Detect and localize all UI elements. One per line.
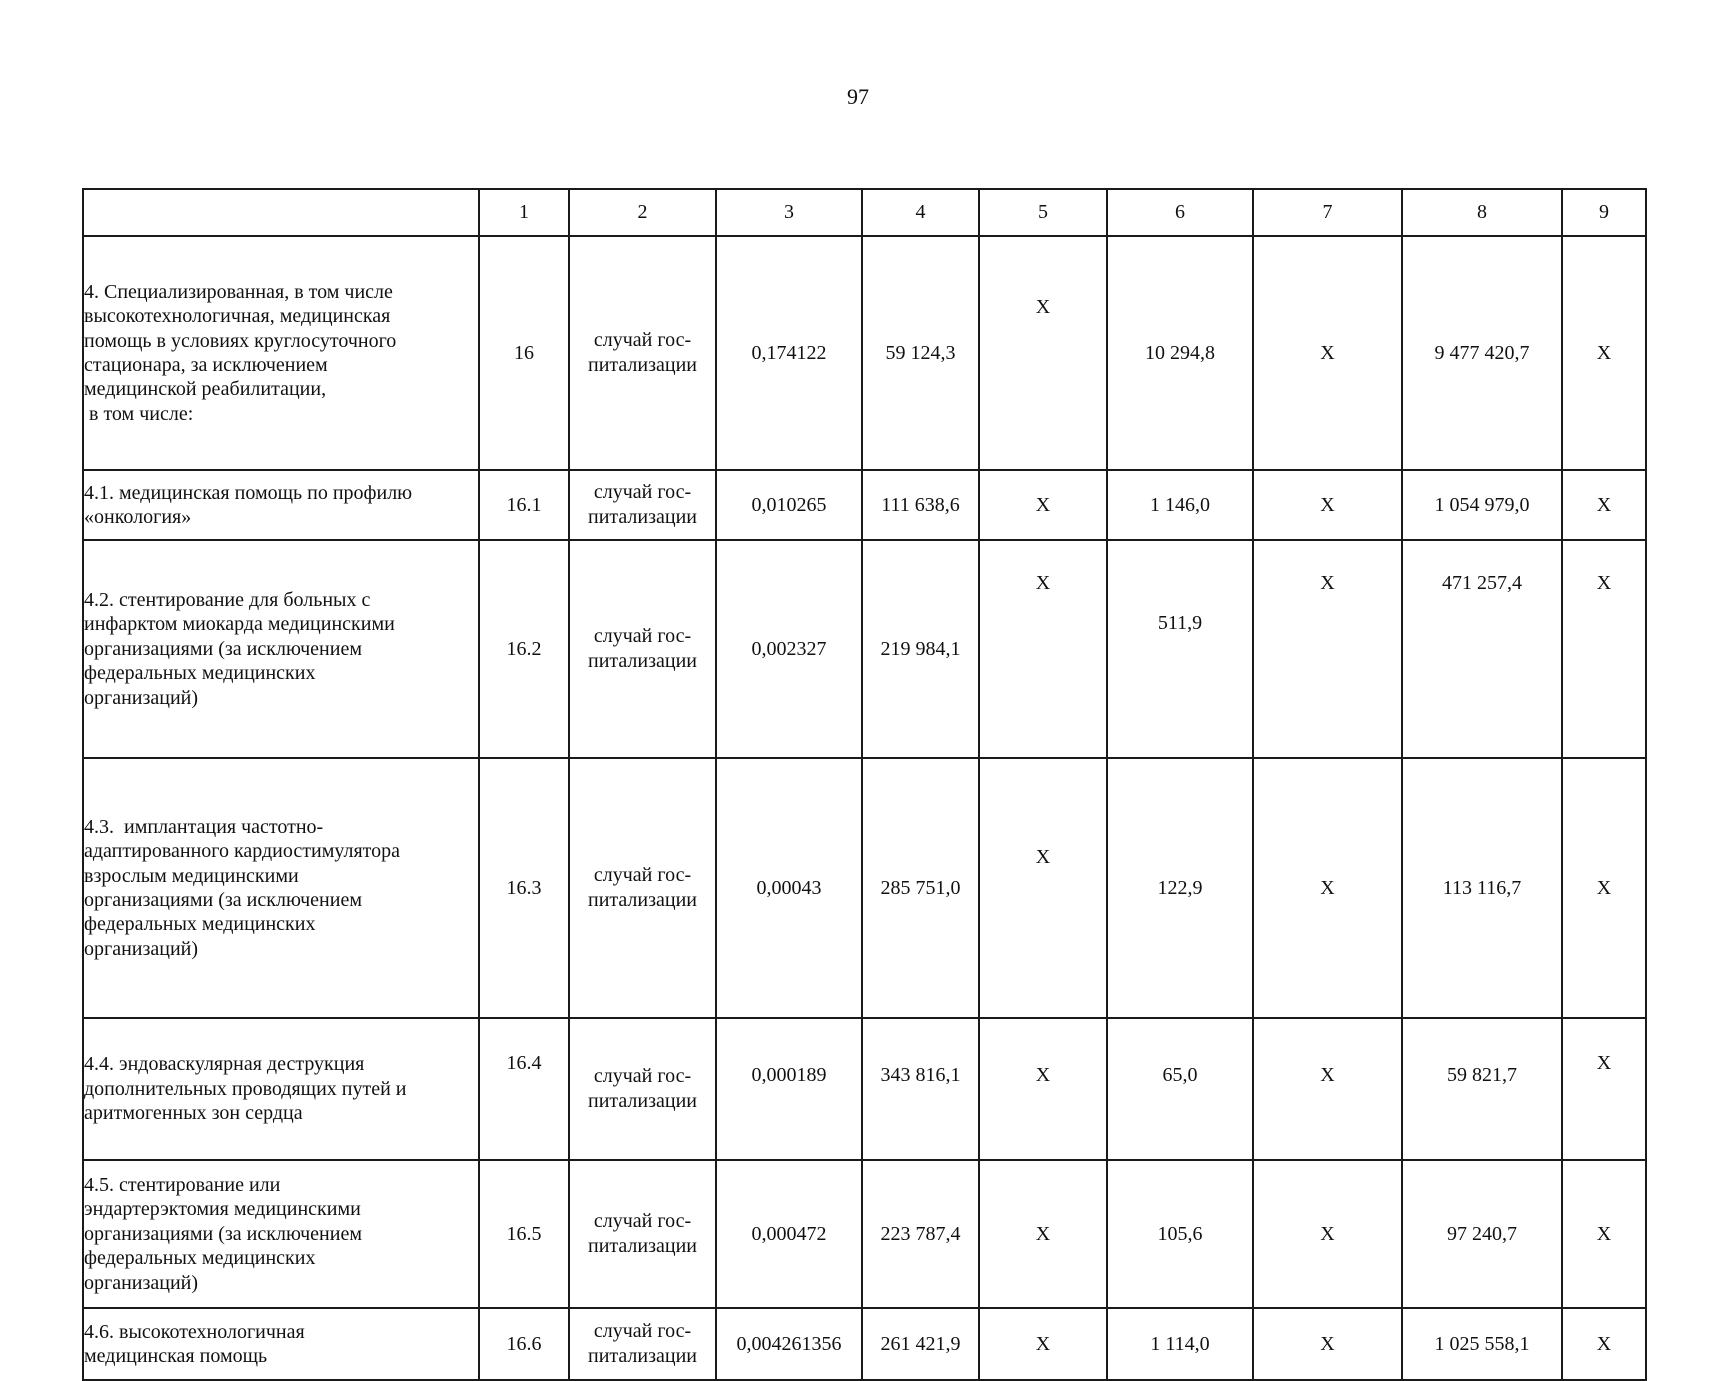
unit-cell [569, 1160, 716, 1308]
value-cell-9: X [1562, 540, 1646, 758]
value-cell-7: X [1253, 1018, 1402, 1160]
value-cell-8: 471 257,4 [1402, 540, 1562, 758]
unit-line: питализации [587, 354, 697, 376]
description-line: 4.2. стентирование для больных с [84, 589, 371, 612]
description-line: дополнительных проводящих путей и [84, 1077, 407, 1100]
description-line: «онкология» [84, 506, 192, 528]
description-line: 4.1. медицинская помощь по профилю [84, 481, 413, 504]
row-description [83, 1018, 479, 1160]
value-cell-9: X [1562, 1308, 1646, 1380]
value-cell-4: 223 787,4 [862, 1160, 979, 1308]
value-cell-4: 59 124,3 [862, 236, 979, 470]
description-line: организациями (за исключением [84, 637, 362, 660]
column-header: 6 [1107, 189, 1253, 236]
description-line: организациями (за исключением [84, 1222, 362, 1245]
column-header: 1 [479, 189, 569, 236]
value-cell-3: 0,000189 [716, 1018, 862, 1160]
description-line: федеральных медицинских [84, 662, 316, 685]
description-line: адаптированного кардиостимулятора [84, 840, 401, 863]
value-cell-4: 343 816,1 [862, 1018, 979, 1160]
value-cell-5: X [979, 470, 1107, 540]
column-header: 2 [569, 189, 716, 236]
value-cell-7: X [1253, 1160, 1402, 1308]
description-line: организаций) [84, 1271, 199, 1294]
description-line: федеральных медицинских [84, 1247, 316, 1270]
description-line: инфарктом миокарда медицинскими [84, 613, 395, 636]
value-cell-9: X [1562, 1160, 1646, 1308]
table-row [83, 1160, 1646, 1308]
value-cell-3: 0,004261356 [716, 1308, 862, 1380]
value-cell-8: 97 240,7 [1402, 1160, 1562, 1308]
value-cell-6: 511,9 [1107, 540, 1253, 758]
data-table [82, 188, 1647, 1381]
description-line: помощь в условиях круглосуточного [84, 329, 397, 352]
description-line: медицинской реабилитации, [84, 378, 327, 401]
column-header: 7 [1253, 189, 1402, 236]
value-cell-8: 9 477 420,7 [1402, 236, 1562, 470]
description-line: стационара, за исключением [84, 354, 328, 376]
page-number: 97 [847, 84, 869, 109]
value-cell-6: 1 146,0 [1107, 470, 1253, 540]
value-cell-9: X [1562, 236, 1646, 470]
column-header [83, 189, 479, 236]
unit-cell [569, 758, 716, 1018]
value-cell-7: X [1253, 236, 1402, 470]
description-line: организациями (за исключением [84, 889, 362, 911]
value-cell-7: X [1253, 540, 1402, 758]
value-cell-3: 0,000472 [716, 1160, 862, 1308]
value-cell-6: 122,9 [1107, 758, 1253, 1018]
row-description [83, 236, 479, 470]
unit-cell [569, 1308, 716, 1380]
description-line: организаций) [84, 686, 199, 709]
value-cell-5: X [979, 1308, 1107, 1380]
value-cell-9: X [1562, 470, 1646, 540]
description-line: медицинская помощь [84, 1345, 268, 1367]
column-header: 3 [716, 189, 862, 236]
description-line: эндартерэктомия медицинскими [84, 1198, 361, 1221]
unit-cell [569, 470, 716, 540]
column-header: 9 [1562, 189, 1646, 236]
value-cell-5: X [979, 1018, 1107, 1160]
value-cell-5: X [979, 1160, 1107, 1308]
row-code: 16.5 [479, 1160, 569, 1308]
value-cell-8: 1 054 979,0 [1402, 470, 1562, 540]
value-cell-5: X [979, 236, 1107, 470]
description-line: взрослым медицинскими [84, 864, 299, 887]
column-header: 4 [862, 189, 979, 236]
description-line: организаций) [84, 937, 199, 960]
value-cell-4: 285 751,0 [862, 758, 979, 1018]
table-row [83, 540, 1646, 758]
description-line: аритмогенных зон сердца [84, 1102, 303, 1125]
row-code: 16.4 [479, 1018, 569, 1160]
table-row [83, 470, 1646, 540]
row-description [83, 540, 479, 758]
value-cell-9: X [1562, 1018, 1646, 1160]
unit-line: питализации [587, 1090, 697, 1112]
value-cell-3: 0,010265 [716, 470, 862, 540]
value-cell-9: X [1562, 758, 1646, 1018]
column-header: 8 [1402, 189, 1562, 236]
row-description [83, 1160, 479, 1308]
description-line: в том числе: [84, 402, 194, 425]
value-cell-8: 59 821,7 [1402, 1018, 1562, 1160]
value-cell-6: 105,6 [1107, 1160, 1253, 1308]
value-cell-7: X [1253, 1308, 1402, 1380]
row-code: 16.2 [479, 540, 569, 758]
unit-line: питализации [587, 506, 697, 528]
value-cell-4: 261 421,9 [862, 1308, 979, 1380]
unit-line: случай гос- [593, 1065, 692, 1087]
unit-line: питализации [587, 889, 697, 911]
row-description [83, 758, 479, 1018]
column-header: 5 [979, 189, 1107, 236]
unit-line: питализации [587, 1345, 697, 1367]
unit-line: питализации [587, 1235, 697, 1257]
value-cell-6: 10 294,8 [1107, 236, 1253, 470]
unit-cell [569, 540, 716, 758]
row-description [83, 470, 479, 540]
row-description [83, 1308, 479, 1380]
value-cell-7: X [1253, 758, 1402, 1018]
value-cell-3: 0,002327 [716, 540, 862, 758]
description-line: 4. Специализированная, в том числе [84, 280, 393, 303]
value-cell-6: 1 114,0 [1107, 1308, 1253, 1380]
value-cell-4: 111 638,6 [862, 470, 979, 540]
value-cell-4: 219 984,1 [862, 540, 979, 758]
unit-line: случай гос- [593, 625, 692, 647]
unit-line: питализации [587, 650, 697, 672]
unit-line: случай гос- [593, 481, 692, 503]
unit-cell [569, 236, 716, 470]
description-line: 4.6. высокотехнологичная [84, 1320, 305, 1343]
value-cell-8: 1 025 558,1 [1402, 1308, 1562, 1380]
description-line: 4.5. стентирование или [84, 1174, 281, 1197]
header-row [83, 189, 1646, 236]
value-cell-5: X [979, 758, 1107, 1018]
row-code: 16.6 [479, 1308, 569, 1380]
table-row [83, 758, 1646, 1018]
unit-line: случай гос- [593, 1210, 692, 1232]
description-line: федеральных медицинских [84, 913, 316, 936]
unit-line: случай гос- [593, 864, 692, 886]
value-cell-3: 0,00043 [716, 758, 862, 1018]
unit-cell [569, 1018, 716, 1160]
row-code: 16.3 [479, 758, 569, 1018]
value-cell-5: X [979, 540, 1107, 758]
table-row [83, 1018, 1646, 1160]
unit-line: случай гос- [593, 1320, 692, 1342]
value-cell-7: X [1253, 470, 1402, 540]
value-cell-6: 65,0 [1107, 1018, 1253, 1160]
row-code: 16.1 [479, 470, 569, 540]
description-line: высокотехнологичная, медицинская [84, 305, 391, 328]
unit-line: случай гос- [593, 329, 692, 351]
value-cell-8: 113 116,7 [1402, 758, 1562, 1018]
description-line: 4.3. имплантация частотно- [84, 815, 324, 838]
table-row [83, 236, 1646, 470]
value-cell-3: 0,174122 [716, 236, 862, 470]
table-row [83, 1308, 1646, 1380]
row-code: 16 [479, 236, 569, 470]
description-line: 4.4. эндоваскулярная деструкция [84, 1053, 365, 1076]
